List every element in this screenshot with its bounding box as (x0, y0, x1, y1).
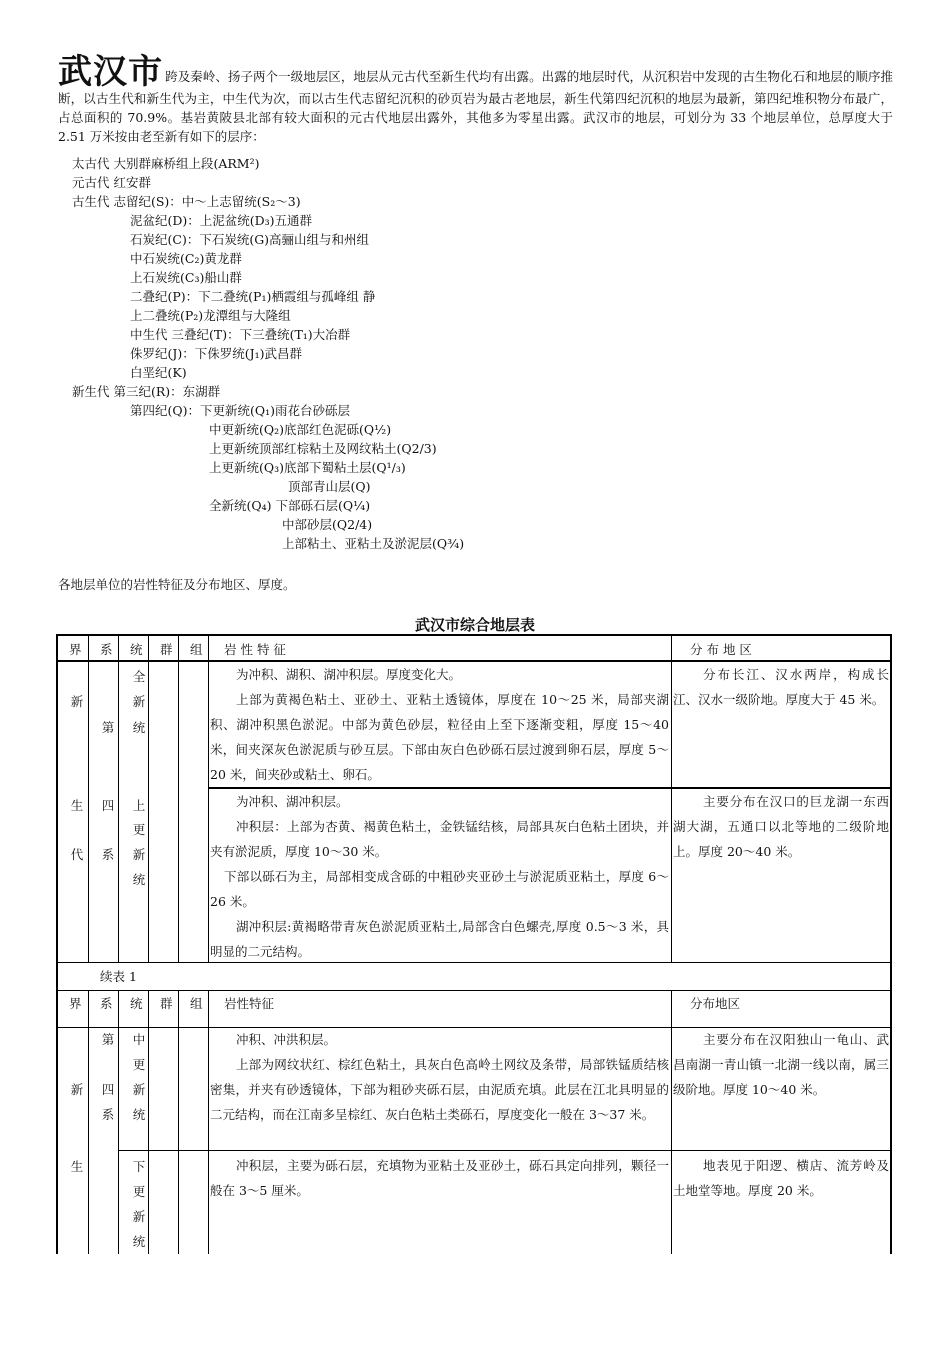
table-rule (671, 990, 672, 1254)
table-rule (890, 990, 892, 1254)
lithology-para: 湖冲积层:黄褐略带青灰色淤泥质亚粘土,局部含白色螺壳,厚度 0.5～3 米，具明显的二元结构。 (210, 919, 669, 959)
cell-tong: 统 (132, 1234, 146, 1249)
table-rule (88, 634, 89, 963)
cell-jie: 新 (70, 1082, 84, 1097)
strata-line: 元古代 红安群 (72, 175, 151, 190)
header-xi: 系 (100, 642, 113, 657)
cell-lithology: 冲积层，主要为砾石层，充填物为亚粘土及亚砂土，砾石具定向排列，颗径一般在 3～5 厘米。 (210, 1158, 669, 1198)
strata-line: 中部砂层(Q2/4) (282, 517, 373, 532)
cell-tong: 更 (132, 1184, 146, 1199)
header-xi: 系 (100, 996, 113, 1011)
cell-tong: 统 (132, 872, 146, 887)
strata-line: 古生代 志留纪(S)：中～上志留统(S₂～3) (72, 194, 301, 209)
lithology-para: 上部为网纹状红、棕红色粘土，具灰白色高岭土网纹及条带，局部铁锰质结核密集，并夹有砂透镜体，下部为粗砂夹砾石层，由泥质充填。此层在江北具明显的二元结构，而在江南多呈棕红、灰白色粘土类砾石，厚度变化一般在 3～37 米。 (210, 1057, 669, 1122)
cell-jie: 生 (70, 798, 84, 813)
header-distribution: 分 布 地 区 (690, 642, 752, 657)
strata-line: 新生代 第三纪(R)：东湖群 (72, 384, 221, 399)
strata-line: 泥盆纪(D)：上泥盆统(D₃)五通群 (130, 213, 313, 228)
table-rule (56, 634, 58, 963)
table-rule (118, 1150, 892, 1151)
cell-tong: 全 (132, 669, 146, 684)
cell-xi: 系 (101, 1107, 115, 1122)
strata-line: 侏罗纪(J)：下侏罗统(J₁)武昌群 (130, 346, 303, 361)
strata-line: 上石炭统(C₃)船山群 (130, 270, 242, 285)
header-lithology: 岩 性 特 征 (224, 642, 286, 657)
header-qun: 群 (160, 996, 173, 1011)
strata-line: 上部粘土、亚粘土及淤泥层(Q¾) (282, 536, 465, 551)
header-jie: 界 (69, 642, 82, 657)
strata-line: 中石炭统(C₂)黄龙群 (130, 251, 242, 266)
header-distribution: 分布地区 (690, 996, 741, 1011)
cell-tong: 统 (132, 720, 146, 735)
strata-line: 中生代 三叠纪(T)：下三叠统(T₁)大冶群 (130, 327, 351, 342)
cell-tong: 更 (132, 822, 146, 837)
strata-line: 中更新统(Q₂)底部红色泥砾(Q½) (209, 422, 392, 437)
strata-line: 顶部青山层(Q) (288, 479, 371, 494)
continued-label: 续表 1 (100, 969, 137, 984)
table-rule (178, 990, 179, 1254)
lithology-para: 为冲积、湖冲积层。 (236, 794, 349, 809)
cell-lithology (210, 789, 669, 964)
table-rule (56, 634, 892, 636)
cell-xi: 四 (101, 798, 115, 813)
cell-tong: 统 (132, 1107, 146, 1122)
table-rule (208, 634, 209, 963)
cell-jie: 生 (70, 1159, 84, 1174)
lithology-para: 冲积、冲洪积层。 (236, 1032, 337, 1047)
header-qun: 群 (160, 642, 173, 657)
cell-lithology (210, 1027, 669, 1127)
cell-xi: 四 (101, 1082, 115, 1097)
cell-tong: 上 (132, 798, 146, 813)
table-rule (178, 634, 179, 963)
cell-xi: 第 (101, 1032, 115, 1047)
cell-xi: 系 (101, 847, 115, 862)
table-rule (56, 962, 58, 991)
table-rule (890, 634, 892, 963)
header-tong: 统 (130, 996, 143, 1011)
cell-distribution: 分布长江、汉水两岸，构成长江、汉水一级阶地。厚度大于 45 米。 (673, 667, 889, 707)
cell-tong: 新 (132, 1209, 146, 1224)
cell-xi: 第 (101, 720, 115, 735)
strata-line: 上更新统(Q₃)底部下蜀粘土层(Q¹/₃) (209, 460, 406, 475)
strata-line: 二叠纪(P)：下二叠统(P₁)栖霞组与孤峰组 静 (130, 289, 376, 304)
header-zu: 组 (190, 996, 203, 1011)
header-tong: 统 (130, 642, 143, 657)
cell-tong: 更 (132, 1057, 146, 1072)
strata-line: 石炭纪(C)：下石炭统(G)高骊山组与和州组 (130, 232, 370, 247)
table-note: 各地层单位的岩性特征及分布地区、厚度。 (58, 577, 296, 592)
table-title: 武汉市综合地层表 (414, 616, 535, 634)
cell-tong: 新 (132, 694, 146, 709)
table-rule (56, 990, 58, 1254)
table-rule (88, 990, 89, 1254)
city-title: 武汉市 (58, 52, 164, 92)
strata-line: 上二叠统(P₂)龙潭组与大隆组 (130, 308, 291, 323)
cell-tong: 新 (132, 847, 146, 862)
cell-distribution: 地表见于阳逻、横店、流芳岭及土地堂等地。厚度 20 米。 (673, 1158, 889, 1198)
cell-lithology (210, 662, 669, 787)
table-rule (118, 990, 119, 1254)
lithology-para: 下部以砾石为主，局部相变成含砾的中粗砂夹亚砂土与淤泥质亚粘土，厚度 6～26 米。 (210, 869, 669, 909)
table-rule (118, 634, 119, 963)
table-rule (890, 962, 892, 991)
table-rule (671, 634, 672, 963)
cell-jie: 代 (70, 847, 84, 862)
lithology-para: 冲积层：上部为杏黄、褐黄色粘土，金铁锰结核，局部具灰白色粘土团块，并夹有淤泥质，厚度 10～30 米。 (210, 819, 669, 859)
table-rule (208, 990, 209, 1254)
cell-distribution: 主要分布在汉口的巨龙湖一东西湖大湖，五通口以北等地的二级阶地上。厚度 20～40 米。 (673, 794, 889, 859)
cell-jie: 新 (70, 694, 84, 709)
lithology-para: 为冲积、湖积、湖冲积层。厚度变化大。 (236, 667, 462, 682)
header-jie: 界 (69, 996, 82, 1011)
cell-distribution: 主要分布在汉阳独山一龟山、武昌南湖一青山镇一北湖一线以南，属三级阶地。厚度 10～40 米。 (673, 1032, 889, 1097)
header-lithology: 岩性特征 (224, 996, 275, 1011)
intro-text: 跨及秦岭、扬子两个一级地层区，地层从元古代至新生代均有出露。出露的地层时代，从沉积岩中发现的古生物化石和地层的顺序推断，以古生代和新生代为主，中生代为次，而以古生代志留纪沉积的砂页岩为最古老地层，新生代第四纪沉积的地层为最新，第四纪堆积物分布最广，占总面积的 70.9%。基岩黄陂县北部有较大面积的元古代地层出露外，其他多为零星出露。武汉市的地层，可划分为 33 个地层单位，总厚度大于 2.51 万米按由老至新有如下的层序： (58, 69, 893, 144)
cell-tong: 中 (132, 1032, 146, 1047)
table-rule (56, 990, 892, 991)
strata-line: 太古代 大别群麻桥组上段(ARM²) (72, 156, 260, 171)
intro-paragraph (58, 52, 893, 146)
header-zu: 组 (190, 642, 203, 657)
lithology-para: 上部为黄褐色粘土、亚砂土、亚粘土透镜体，厚度在 10～25 米，局部夹湖积、湖冲积黑色淤泥。中部为黄色砂层，粒径由上至下逐渐变粗，厚度 15～40 米，间夹深灰色淤泥质与砂互层。下部由灰白色砂砾石层过渡到卵石层，厚度 5～20 米，间夹砂或粘土、卵石。 (210, 692, 669, 782)
strata-line: 白垩纪(K) (130, 365, 187, 380)
cell-tong: 新 (132, 1082, 146, 1097)
cell-tong: 下 (132, 1159, 146, 1174)
strata-line: 全新统(Q₄) 下部砾石层(Q¼) (209, 498, 371, 513)
strata-line: 第四纪(Q)：下更新统(Q₁)雨花台砂砾层 (130, 403, 351, 418)
strata-line: 上更新统顶部红棕粘土及网纹粘土(Q2/3) (209, 441, 437, 456)
